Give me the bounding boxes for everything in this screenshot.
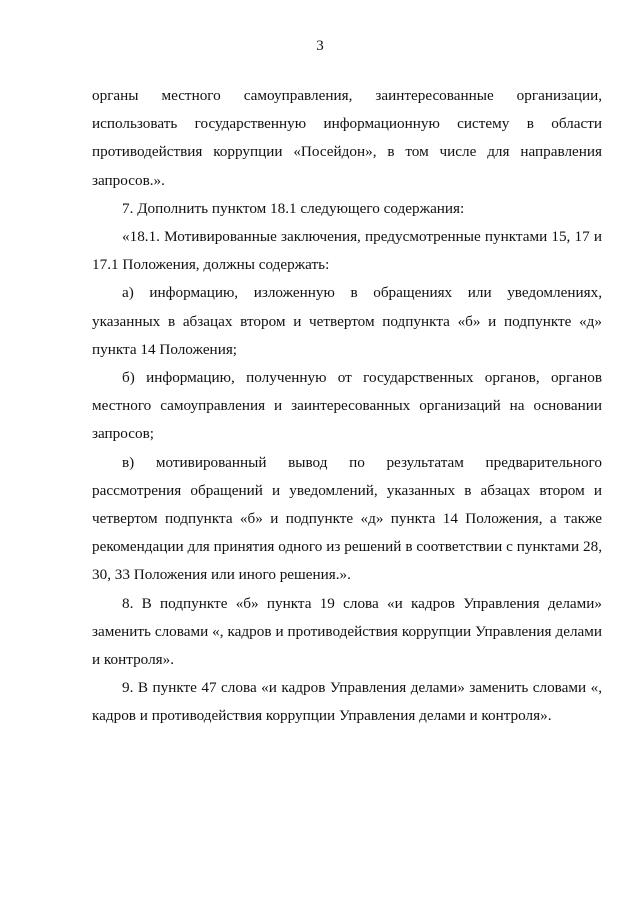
paragraph-continuation: органы местного самоуправления, заинтересованные организации, использовать государственную информационную систему в области противодействия коррупции «Посейдон», в том числе для направления запросов.». bbox=[92, 87, 602, 189]
document-body bbox=[92, 82, 602, 731]
paragraph-subitem-a: а) информацию, изложенную в обращениях или уведомлениях, указанных в абзацах втором и четвертом подпункта «б» и подпункте «д» пункта 14 Положения; bbox=[92, 284, 602, 358]
page-number: 3 bbox=[316, 38, 324, 54]
paragraph-item-7: 7. Дополнить пунктом 18.1 следующего содержания: bbox=[122, 199, 465, 217]
paragraph-item-18-1: «18.1. Мотивированные заключения, предусмотренные пунктами 15, 17 и 17.1 Положения, должны содержать: bbox=[92, 228, 602, 274]
paragraph-subitem-v: в) мотивированный вывод по результатам предварительного рассмотрения обращений и уведомлений, указанных в абзацах втором и четвертом подпункта «б» и подпункте «д» пункта 14 Положения, а также рекомендации для принятия одного из решений в соответствии с пунктами 28, 30, 33 Положения или иного решения.». bbox=[92, 453, 602, 584]
paragraph-item-9: 9. В пункте 47 слова «и кадров Управления делами» заменить словами «, кадров и противодействия коррупции Управления делами и контроля». bbox=[92, 679, 602, 725]
paragraph-item-8: 8. В подпункте «б» пункта 19 слова «и кадров Управления делами» заменить словами «, кадров и противодействия коррупции Управления делами и контроля». bbox=[92, 594, 602, 669]
paragraph-subitem-b: б) информацию, полученную от государственных органов, органов местного самоуправления и заинтересованных организаций на основании запросов; bbox=[92, 369, 602, 443]
